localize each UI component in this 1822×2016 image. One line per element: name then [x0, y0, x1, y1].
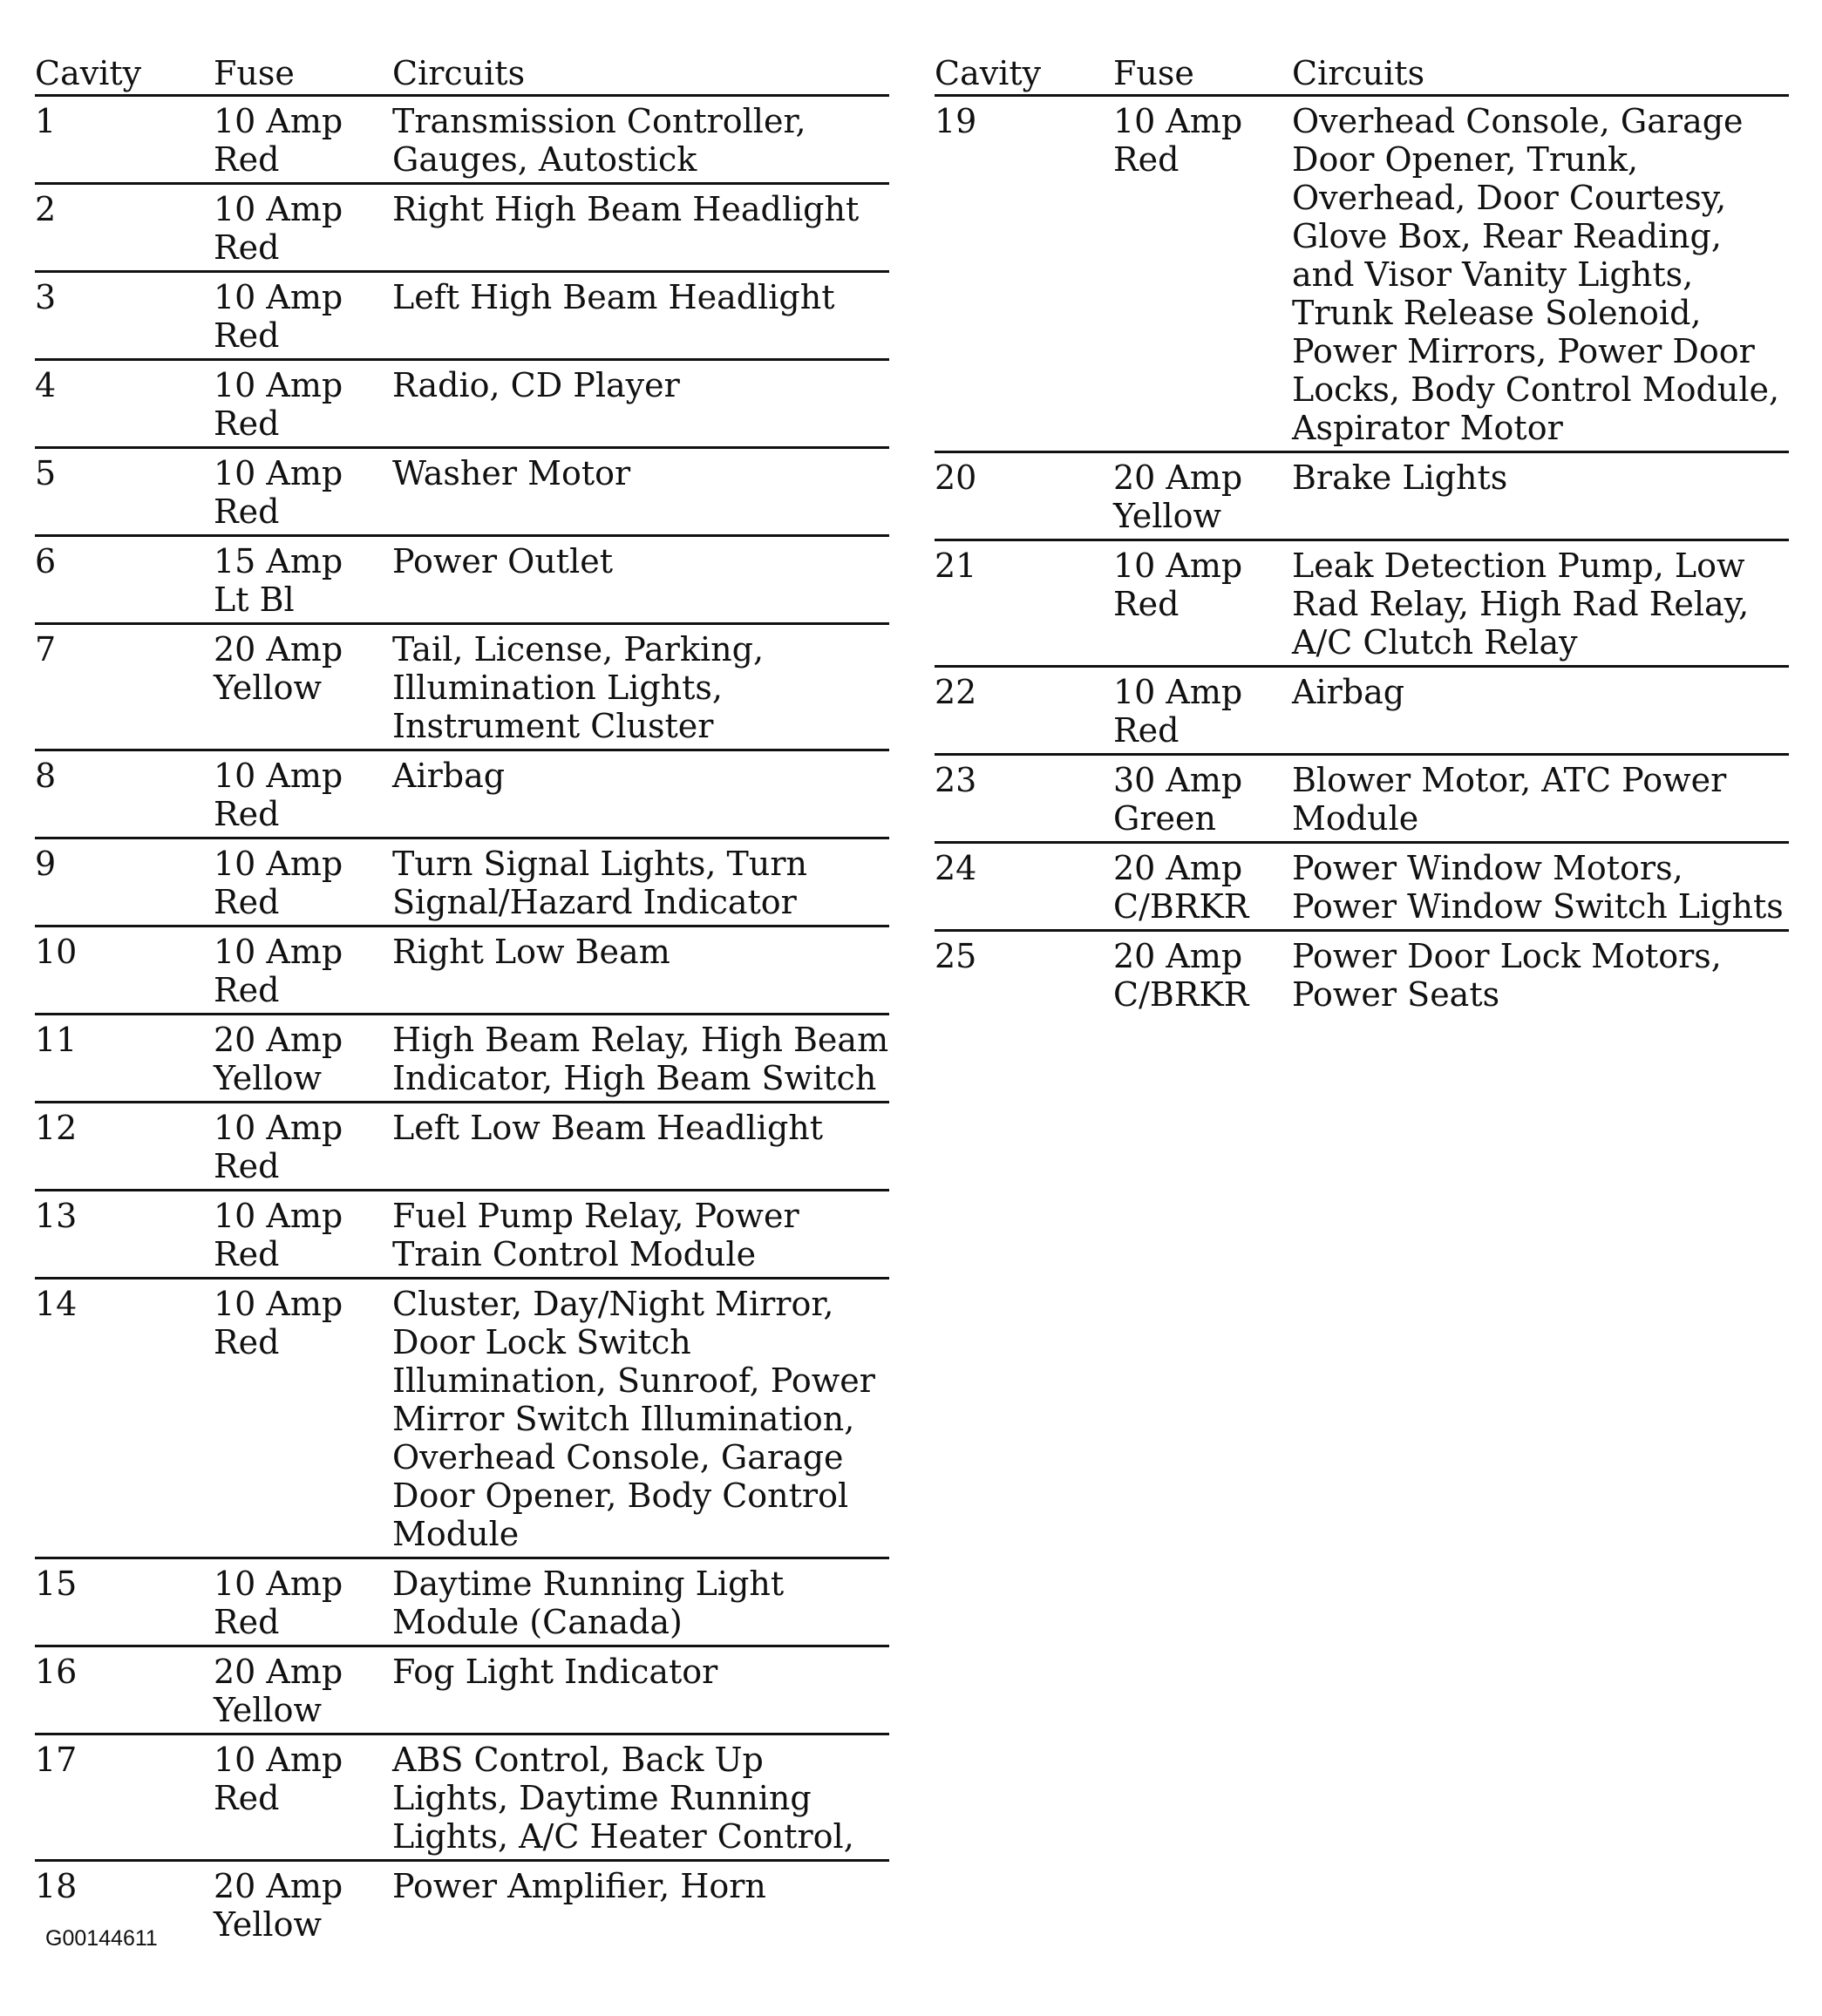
fuse-amp: 10 Amp	[214, 757, 343, 795]
fuse-color: C/BRKR	[1113, 975, 1249, 1014]
fuse-amp: 20 Amp	[214, 1653, 343, 1691]
table-row	[35, 536, 889, 624]
table-row	[935, 755, 1789, 843]
fuse-color: Red	[214, 404, 280, 443]
circuits-cell: Power Amplifier, Horn	[392, 1867, 766, 1905]
cavity-cell: 10	[35, 933, 78, 971]
fuse-amp: 20 Amp	[1113, 937, 1243, 975]
fuse-cell	[214, 927, 392, 1015]
circuits-cell: Right High Beam Headlight	[392, 190, 860, 228]
fuse-cell	[214, 1558, 392, 1646]
table-row	[935, 843, 1789, 931]
table-row	[935, 667, 1789, 755]
table-row	[35, 96, 889, 184]
table-row	[935, 931, 1789, 1018]
fuse-cell	[214, 96, 392, 184]
fuse-cell	[214, 750, 392, 838]
fuse-color: Red	[214, 1235, 280, 1273]
cavity-cell: 11	[35, 1021, 78, 1059]
cavity-cell: 25	[935, 937, 977, 975]
fuse-cell	[1113, 452, 1292, 540]
fuse-color: Red	[214, 316, 280, 355]
fuse-color: Red	[1113, 140, 1180, 179]
cavity-cell: 17	[35, 1741, 78, 1779]
table-row	[935, 540, 1789, 667]
header-cavity: Cavity	[935, 54, 1042, 92]
fuse-cell	[214, 1279, 392, 1558]
cavity-cell: 2	[35, 190, 57, 228]
fuse-color: Red	[214, 1323, 280, 1361]
fuse-color: Red	[214, 1147, 280, 1185]
table-row	[35, 1191, 889, 1279]
fuse-amp: 10 Amp	[214, 1565, 343, 1603]
circuits-cell: Right Low Beam	[392, 933, 670, 971]
fuse-amp: 20 Amp	[1113, 849, 1243, 887]
cavity-cell: 12	[35, 1109, 78, 1147]
circuits-cell: ABS Control, Back Up Lights, Daytime Running Lights, A/C Heater Control,	[392, 1741, 854, 1856]
figure-id: G00144611	[45, 1926, 158, 1951]
fuse-amp: 20 Amp	[214, 1867, 343, 1905]
fuse-amp: 10 Amp	[214, 1197, 343, 1235]
fuse-cell	[214, 1191, 392, 1279]
fuse-amp: 20 Amp	[1113, 458, 1243, 497]
fuse-cell	[214, 448, 392, 536]
circuits-cell: Overhead Console, Garage Door Opener, Trunk, Overhead, Door Courtesy, Glove Box, Rear Reading, and Visor Vanity Lights, Trunk Release Solenoid, Power Mirrors, Power Door Locks, Body Control Module, Aspirator Motor	[1292, 102, 1780, 447]
fuse-cell	[214, 1015, 392, 1103]
circuits-cell: Power Window Motors, Power Window Switch Lights	[1292, 849, 1784, 926]
fuse-amp: 10 Amp	[214, 1285, 343, 1323]
circuits-cell: Radio, CD Player	[392, 366, 680, 404]
fuse-amp: 10 Amp	[1113, 546, 1243, 585]
fuse-cell	[1113, 540, 1292, 667]
fuse-cell	[214, 838, 392, 927]
cavity-cell: 19	[935, 102, 977, 140]
fuse-amp: 20 Amp	[214, 1021, 343, 1059]
fuse-color: C/BRKR	[1113, 887, 1249, 926]
fuse-cell	[1113, 96, 1292, 452]
circuits-cell: Leak Detection Pump, Low Rad Relay, High Rad Relay, A/C Clutch Relay	[1292, 546, 1750, 662]
fuse-color: Yellow	[1113, 497, 1221, 535]
cavity-cell: 3	[35, 278, 57, 316]
circuits-cell: Tail, License, Parking, Illumination Lights, Instrument Cluster	[392, 630, 765, 745]
header-circuits: Circuits	[1292, 54, 1425, 92]
cavity-cell: 4	[35, 366, 57, 404]
fuse-cell	[1113, 755, 1292, 843]
table-header-row	[935, 54, 1789, 96]
header-fuse: Fuse	[214, 54, 295, 92]
cavity-cell: 23	[935, 761, 977, 799]
circuits-cell: Cluster, Day/Night Mirror, Door Lock Switch Illumination, Sunroof, Power Mirror Switch Illumination, Overhead Console, Garage Door Opener, Body Control Module	[392, 1285, 875, 1553]
table-row	[35, 927, 889, 1015]
fuse-amp: 30 Amp	[1113, 761, 1243, 799]
fuse-color: Red	[1113, 585, 1180, 623]
circuits-cell: Washer Motor	[392, 454, 631, 492]
fuse-cell	[214, 536, 392, 624]
cavity-cell: 9	[35, 845, 57, 883]
fuse-color: Yellow	[214, 1691, 322, 1729]
cavity-cell: 5	[35, 454, 57, 492]
fuse-amp: 10 Amp	[214, 102, 343, 140]
fuse-color: Red	[1113, 711, 1180, 750]
table-header-row	[35, 54, 889, 96]
fuse-color: Yellow	[214, 669, 322, 707]
fuse-color: Red	[214, 228, 280, 267]
fuse-color: Red	[214, 795, 280, 833]
table-row	[35, 448, 889, 536]
table-row	[935, 452, 1789, 540]
fuse-cell	[214, 272, 392, 360]
circuits-cell: Blower Motor, ATC Power Module	[1292, 761, 1727, 838]
table-row	[35, 184, 889, 272]
header-cavity: Cavity	[35, 54, 142, 92]
fuse-color: Red	[214, 971, 280, 1009]
table-row	[35, 272, 889, 360]
cavity-cell: 22	[935, 673, 977, 711]
table-row	[35, 624, 889, 750]
table-row	[35, 750, 889, 838]
cavity-cell: 15	[35, 1565, 78, 1603]
circuits-cell: Left Low Beam Headlight	[392, 1109, 824, 1147]
circuits-cell: Transmission Controller, Gauges, Autostick	[392, 102, 806, 179]
fuse-color: Red	[214, 140, 280, 179]
cavity-cell: 16	[35, 1653, 78, 1691]
fuse-color: Yellow	[214, 1059, 322, 1097]
fuse-color: Red	[214, 492, 280, 531]
cavity-cell: 13	[35, 1197, 78, 1235]
table-row	[35, 838, 889, 927]
cavity-cell: 6	[35, 542, 57, 580]
fuse-color: Red	[214, 1779, 280, 1817]
fuse-color: Red	[214, 883, 280, 921]
fuse-amp: 10 Amp	[214, 454, 343, 492]
fuse-table-right-body	[935, 96, 1789, 1018]
cavity-cell: 24	[935, 849, 977, 887]
table-row	[35, 1015, 889, 1103]
fuse-cell	[214, 624, 392, 750]
table-row	[35, 1103, 889, 1191]
fuse-table-right-column	[935, 54, 1789, 1017]
fuse-cell	[214, 1103, 392, 1191]
table-row	[35, 1734, 889, 1861]
table-row	[935, 96, 1789, 452]
fuse-color: Green	[1113, 799, 1216, 838]
fuse-color: Red	[214, 1603, 280, 1641]
circuits-cell: Fog Light Indicator	[392, 1653, 718, 1691]
fuse-amp: 10 Amp	[214, 933, 343, 971]
fuse-color: Yellow	[214, 1905, 322, 1944]
cavity-cell: 20	[935, 458, 977, 497]
table-row	[35, 1279, 889, 1558]
circuits-cell: Brake Lights	[1292, 458, 1508, 497]
header-fuse: Fuse	[1113, 54, 1194, 92]
table-row	[35, 1558, 889, 1646]
fuse-cell	[214, 184, 392, 272]
fuse-color: Lt Bl	[214, 580, 295, 619]
table-row	[35, 1861, 889, 1948]
fuse-amp: 10 Amp	[214, 366, 343, 404]
fuse-amp: 10 Amp	[1113, 102, 1243, 140]
cavity-cell: 1	[35, 102, 57, 140]
header-circuits: Circuits	[392, 54, 526, 92]
cavity-cell: 18	[35, 1867, 78, 1905]
cavity-cell: 21	[935, 546, 977, 585]
circuits-cell: Airbag	[1292, 673, 1405, 711]
table-row	[35, 360, 889, 448]
fuse-cell	[1113, 843, 1292, 931]
circuits-cell: High Beam Relay, High Beam Indicator, High Beam Switch	[392, 1021, 889, 1097]
circuits-cell: Power Door Lock Motors, Power Seats	[1292, 937, 1722, 1014]
table-row	[35, 1646, 889, 1734]
fuse-cell	[1113, 931, 1292, 1018]
cavity-cell: 14	[35, 1285, 78, 1323]
fuse-cell	[214, 1861, 392, 1948]
fuse-table-left-body	[35, 96, 889, 1948]
circuits-cell: Power Outlet	[392, 542, 613, 580]
fuse-cell	[1113, 667, 1292, 755]
fuse-cell	[214, 1646, 392, 1734]
fuse-amp: 15 Amp	[214, 542, 343, 580]
fuse-amp: 10 Amp	[214, 845, 343, 883]
fuse-amp: 10 Amp	[1113, 673, 1243, 711]
fuse-amp: 10 Amp	[214, 1109, 343, 1147]
circuits-cell: Turn Signal Lights, Turn Signal/Hazard Indicator	[392, 845, 807, 921]
fuse-amp: 10 Amp	[214, 190, 343, 228]
fuse-amp: 20 Amp	[214, 630, 343, 669]
fuse-cell	[214, 360, 392, 448]
fuse-cell	[214, 1734, 392, 1861]
fuse-amp: 10 Amp	[214, 1741, 343, 1779]
circuits-cell: Left High Beam Headlight	[392, 278, 835, 316]
circuits-cell: Daytime Running Light Module (Canada)	[392, 1565, 785, 1641]
cavity-cell: 8	[35, 757, 57, 795]
fuse-table-left-column	[35, 54, 889, 1947]
fuse-amp: 10 Amp	[214, 278, 343, 316]
circuits-cell: Airbag	[392, 757, 506, 795]
cavity-cell: 7	[35, 630, 57, 669]
circuits-cell: Fuel Pump Relay, Power Train Control Module	[392, 1197, 799, 1273]
fuse-table-right	[935, 54, 1789, 1017]
fuse-table-left	[35, 54, 889, 1947]
